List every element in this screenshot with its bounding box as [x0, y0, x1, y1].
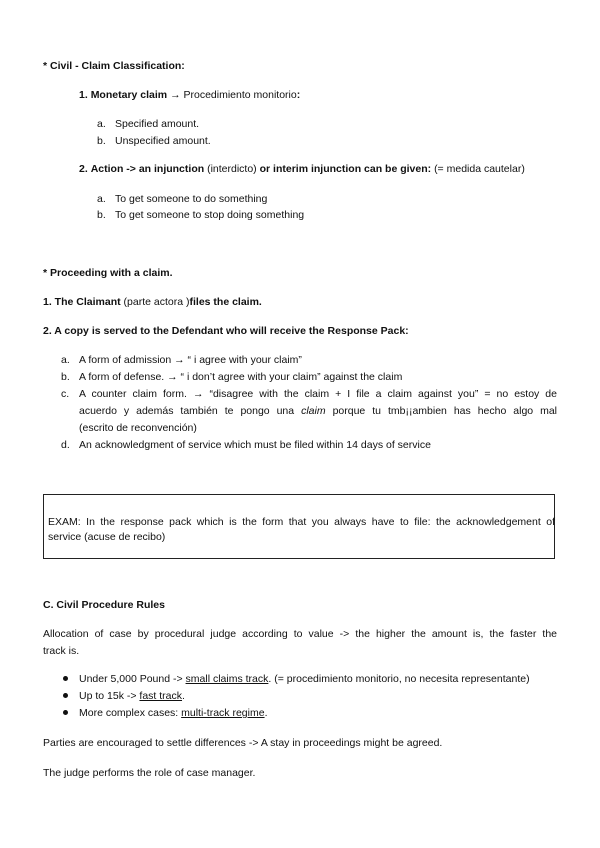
list-item-text: porque tu tmb¡¡ambien has hecho algo mal: [332, 405, 558, 417]
paragraph: The judge performs the role of case manager.: [43, 767, 256, 779]
bullet-item: [79, 706, 267, 720]
bullet-pre: Under 5,000 Pound ->: [79, 673, 183, 685]
claim-type-2: [79, 162, 525, 176]
step-1-paren: (parte actora ): [123, 296, 190, 308]
bullet-pre: More complex cases:: [79, 707, 179, 719]
sub-marker: a.: [97, 118, 106, 130]
list-item-line: (escrito de reconvención): [79, 422, 197, 434]
bullet-post: . (= procedimiento monitorio, no necesita representante): [268, 673, 530, 685]
claim-type-1-num: 1.: [79, 89, 88, 101]
list-marker: c.: [61, 388, 70, 400]
bullet-item: [79, 689, 185, 703]
list-item-line: [79, 404, 557, 418]
sub-item: Specified amount.: [115, 118, 200, 130]
list-marker: b.: [61, 371, 70, 383]
list-item-line: A counter claim form. → “disagree with the claim + I file a claim against you” = no estoy de: [79, 388, 557, 400]
step-1-rest: files the claim.: [189, 296, 262, 308]
list-item: A form of defense. → “ i don’t agree with your claim” against the claim: [79, 371, 403, 383]
bullet-pre: Up to 15k ->: [79, 690, 137, 702]
bullet-link: multi-track regime: [181, 707, 265, 719]
claim-type-2-num: 2.: [79, 163, 88, 175]
paragraph: Parties are encouraged to settle differences -> A stay in proceedings might be agreed.: [43, 737, 443, 749]
bullet-icon: [63, 693, 68, 698]
paragraph-line: track is.: [43, 645, 80, 657]
list-item: An acknowledgment of service which must be filed within 14 days of service: [79, 439, 431, 451]
exam-note-line: EXAM: In the response pack which is the form that you always have to file: the acknowledgement of: [48, 516, 555, 528]
bullet-item: [79, 672, 530, 686]
claim-type-2-paren: (interdicto): [207, 163, 257, 175]
list-item: A form of admission → “ i agree with your claim”: [79, 354, 302, 366]
section-title-claim-classification: * Civil - Claim Classification:: [43, 60, 185, 72]
list-marker: d.: [61, 439, 70, 451]
sub-item: To get someone to stop doing something: [115, 209, 305, 221]
bullet-post: .: [182, 690, 185, 702]
step-1-lead: 1. The Claimant: [43, 296, 121, 308]
list-item-text: acuerdo y además también te pongo una: [79, 405, 295, 417]
sub-marker: b.: [97, 209, 106, 221]
exam-note-line: service (acuse de recibo): [48, 531, 166, 543]
section-title-proceeding: * Proceeding with a claim.: [43, 267, 173, 279]
arrow-icon: →: [170, 89, 181, 101]
claim-type-1-colon: :: [296, 89, 301, 101]
section-title-civil-procedure-rules: C. Civil Procedure Rules: [43, 599, 165, 611]
bullet-icon: [63, 710, 68, 715]
bullet-link: small claims track: [185, 673, 269, 685]
list-item-italic: claim: [301, 405, 326, 417]
sub-item: To get someone to do something: [115, 193, 268, 205]
step-2: 2. A copy is served to the Defendant who will receive the Response Pack:: [43, 325, 409, 337]
claim-type-1-lead: Monetary claim: [90, 89, 168, 101]
sub-marker: a.: [97, 193, 106, 205]
claim-type-1-rest: Procedimiento monitorio: [183, 89, 297, 101]
list-marker: a.: [61, 354, 70, 366]
claim-type-1: [79, 88, 300, 102]
claim-type-2-lead: Action -> an injunction: [90, 163, 205, 175]
paragraph-line: Allocation of case by procedural judge according to value -> the higher the amount is, the faster the: [43, 628, 557, 640]
sub-marker: b.: [97, 135, 106, 147]
claim-type-2-lead2: or interim injunction can be given:: [259, 163, 432, 175]
sub-item: Unspecified amount.: [115, 135, 211, 147]
step-1: [43, 295, 262, 309]
bullet-icon: [63, 676, 68, 681]
claim-type-2-rest: (= medida cautelar): [434, 163, 525, 175]
bullet-post: .: [264, 707, 268, 719]
bullet-link: fast track: [139, 690, 183, 702]
